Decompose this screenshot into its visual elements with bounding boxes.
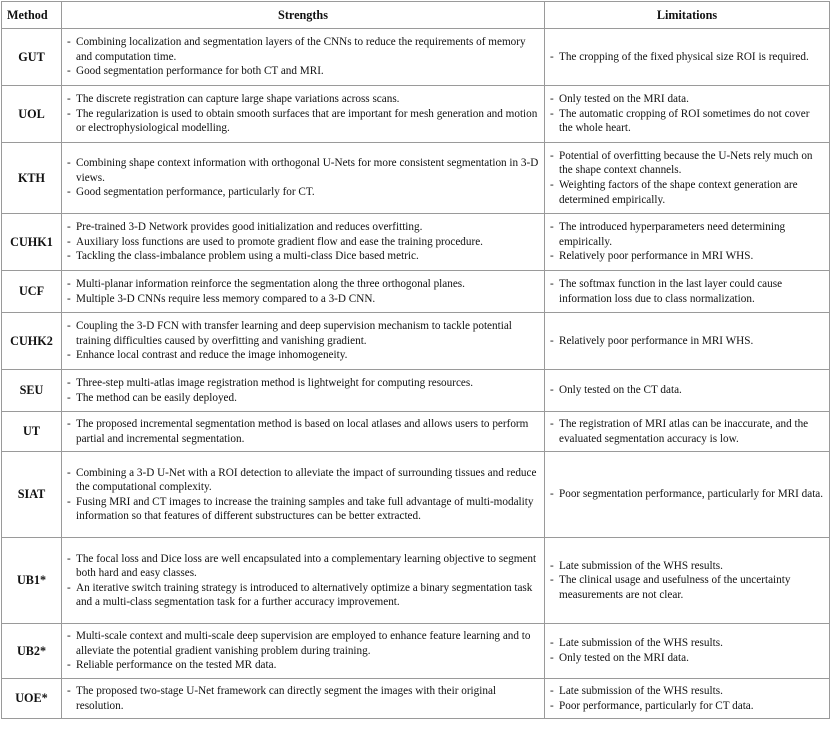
- limitation-point: - Weighting factors of the shape context generation are determined empirically.: [548, 178, 825, 207]
- table-row: [2, 370, 830, 412]
- limitations-cell: [545, 412, 830, 452]
- strength-point: - Combining a 3-D U-Net with a ROI detection to alleviate the impact of surrounding tissues and reduce the computational complexity.: [65, 466, 540, 495]
- strength-point: - Reliable performance on the tested MR data.: [65, 658, 540, 673]
- table-row: [2, 412, 830, 452]
- strengths-cell: [62, 412, 545, 452]
- header-limitations: Limitations: [545, 2, 830, 29]
- strength-point: - Multi-scale context and multi-scale deep supervision are employed to enhance feature learning and to alleviate the potential gradient vanishing problem during training.: [65, 629, 540, 658]
- strengths-cell: [62, 678, 545, 718]
- method-cell: UOE*: [2, 678, 62, 718]
- strengths-cell: [62, 29, 545, 86]
- method-cell: SEU: [2, 370, 62, 412]
- table-row: [2, 538, 830, 624]
- strength-point: - An iterative switch training strategy is introduced to alternatively optimize a binary segmentation task and a multi-class segmentation task for a further accuracy improvement.: [65, 581, 540, 610]
- strength-point: - Combining localization and segmentation layers of the CNNs to reduce the requirements of memory and computation time.: [65, 35, 540, 64]
- table-body: [2, 29, 830, 719]
- strength-point: - The focal loss and Dice loss are well encapsulated into a complementary learning objective to segment both hard and easy classes.: [65, 552, 540, 581]
- strength-point: - Good segmentation performance for both CT and MRI.: [65, 64, 540, 79]
- method-cell: KTH: [2, 143, 62, 214]
- method-cell: CUHK1: [2, 214, 62, 271]
- method-cell: UOL: [2, 86, 62, 143]
- strengths-cell: [62, 370, 545, 412]
- strengths-cell: [62, 538, 545, 624]
- comparison-table: [1, 1, 830, 719]
- table-row: [2, 214, 830, 271]
- limitations-cell: [545, 452, 830, 538]
- header-row: [2, 2, 830, 29]
- table-row: [2, 624, 830, 679]
- strengths-cell: [62, 86, 545, 143]
- limitation-point: - Relatively poor performance in MRI WHS.: [548, 249, 825, 264]
- strength-point: - Combining shape context information with orthogonal U-Nets for more consistent segmentation in 3-D views.: [65, 156, 540, 185]
- method-cell: UB1*: [2, 538, 62, 624]
- method-cell: CUHK2: [2, 313, 62, 370]
- header-strengths: Strengths: [62, 2, 545, 29]
- table-row: [2, 271, 830, 313]
- limitation-point: - Relatively poor performance in MRI WHS.: [548, 334, 825, 349]
- strengths-cell: [62, 214, 545, 271]
- limitation-point: - Poor performance, particularly for CT data.: [548, 699, 825, 714]
- strength-point: - The regularization is used to obtain smooth surfaces that are important for mesh generation and motion or electrophysiological modelling.: [65, 107, 540, 136]
- table-row: [2, 143, 830, 214]
- limitation-point: - Late submission of the WHS results.: [548, 684, 825, 699]
- strengths-cell: [62, 624, 545, 679]
- strengths-cell: [62, 313, 545, 370]
- strengths-cell: [62, 452, 545, 538]
- limitations-cell: [545, 86, 830, 143]
- strength-point: - Auxiliary loss functions are used to promote gradient flow and ease the training procedure.: [65, 235, 540, 250]
- limitations-cell: [545, 624, 830, 679]
- table-row: [2, 313, 830, 370]
- strength-point: - Tackling the class-imbalance problem using a multi-class Dice based metric.: [65, 249, 540, 264]
- limitation-point: - Only tested on the MRI data.: [548, 92, 825, 107]
- limitations-cell: [545, 370, 830, 412]
- limitation-point: - The automatic cropping of ROI sometimes do not cover the whole heart.: [548, 107, 825, 136]
- table-row: [2, 29, 830, 86]
- limitation-point: - Late submission of the WHS results.: [548, 559, 825, 574]
- strength-point: - Multiple 3-D CNNs require less memory compared to a 3-D CNN.: [65, 292, 540, 307]
- strengths-cell: [62, 143, 545, 214]
- strength-point: - Good segmentation performance, particularly for CT.: [65, 185, 540, 200]
- strength-point: - The discrete registration can capture large shape variations across scans.: [65, 92, 540, 107]
- limitations-cell: [545, 313, 830, 370]
- limitation-point: - Late submission of the WHS results.: [548, 636, 825, 651]
- strength-point: - Pre-trained 3-D Network provides good initialization and reduces overfitting.: [65, 220, 540, 235]
- limitations-cell: [545, 214, 830, 271]
- limitation-point: - The clinical usage and usefulness of the uncertainty measurements are not clear.: [548, 573, 825, 602]
- strength-point: - Three-step multi-atlas image registration method is lightweight for computing resources.: [65, 376, 540, 391]
- limitations-cell: [545, 143, 830, 214]
- strength-point: - The proposed two-stage U-Net framework can directly segment the images with their original resolution.: [65, 684, 540, 713]
- limitations-cell: [545, 538, 830, 624]
- table-row: [2, 678, 830, 718]
- limitations-cell: [545, 678, 830, 718]
- limitation-point: - The cropping of the fixed physical size ROI is required.: [548, 50, 825, 65]
- limitation-point: - Potential of overfitting because the U-Nets rely much on the shape context channels.: [548, 149, 825, 178]
- limitations-cell: [545, 271, 830, 313]
- strength-point: - The method can be easily deployed.: [65, 391, 540, 406]
- method-cell: UT: [2, 412, 62, 452]
- limitation-point: - Only tested on the MRI data.: [548, 651, 825, 666]
- strength-point: - The proposed incremental segmentation method is based on local atlases and allows users to perform partial and incremental segmentation.: [65, 417, 540, 446]
- table-row: [2, 86, 830, 143]
- header-method: Method: [2, 2, 62, 29]
- strengths-cell: [62, 271, 545, 313]
- limitation-point: - Poor segmentation performance, particularly for MRI data.: [548, 487, 825, 502]
- strength-point: - Fusing MRI and CT images to increase the training samples and take full advantage of multi-modality information so that features of different substructures can be better extracted.: [65, 495, 540, 524]
- method-cell: SIAT: [2, 452, 62, 538]
- limitation-point: - The registration of MRI atlas can be inaccurate, and the evaluated segmentation accuracy is low.: [548, 417, 825, 446]
- limitation-point: - The softmax function in the last layer could cause information loss due to class normalization.: [548, 277, 825, 306]
- strength-point: - Multi-planar information reinforce the segmentation along the three orthogonal planes.: [65, 277, 540, 292]
- limitation-point: - The introduced hyperparameters need determining empirically.: [548, 220, 825, 249]
- limitation-point: - Only tested on the CT data.: [548, 383, 825, 398]
- strength-point: - Enhance local contrast and reduce the image inhomogeneity.: [65, 348, 540, 363]
- method-cell: UCF: [2, 271, 62, 313]
- method-cell: GUT: [2, 29, 62, 86]
- limitations-cell: [545, 29, 830, 86]
- table-row: [2, 452, 830, 538]
- strength-point: - Coupling the 3-D FCN with transfer learning and deep supervision mechanism to tackle potential training difficulties caused by overfitting and vanishing gradient.: [65, 319, 540, 348]
- method-cell: UB2*: [2, 624, 62, 679]
